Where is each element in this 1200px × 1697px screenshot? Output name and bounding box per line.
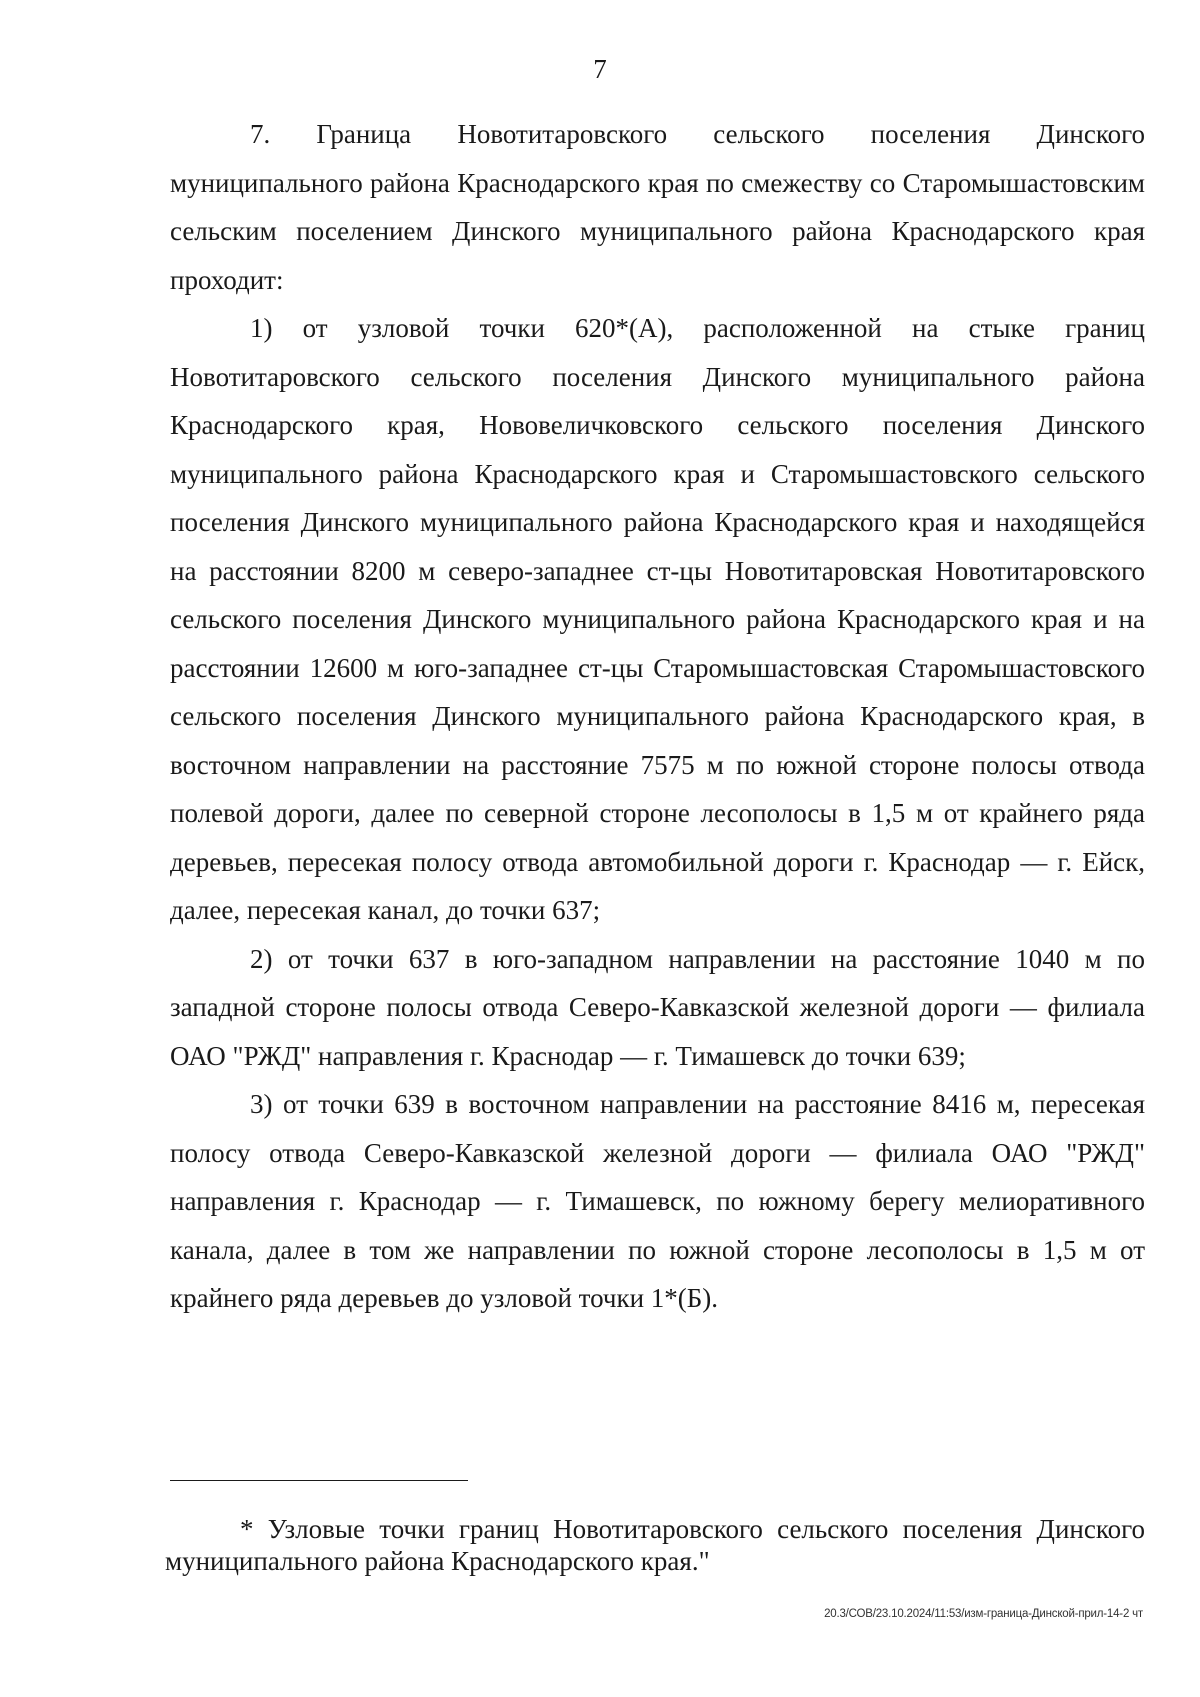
- footnote: * Узловые точки границ Новотитаровского сельского поселения Динского муниципального района Краснодарского края.": [165, 1514, 1145, 1576]
- paragraph-item-3: 3) от точки 639 в восточном направлении на расстояние 8416 м, пересекая полосу отвода Северо-Кавказской железной дороги — филиала ОАО "РЖД" направления г. Краснодар — г. Тимашевск, по южному берегу мелиоративного канала, далее в том же направлении по южной стороне лесополосы в 1,5 м от крайнего ряда деревьев до узловой точки 1*(Б).: [170, 1089, 1145, 1313]
- document-body: [170, 110, 1145, 1323]
- page-number: 7: [593, 54, 607, 84]
- paragraph-item-1: 1) от узловой точки 620*(А), расположенной на стыке границ Новотитаровского сельского поселения Динского муниципального района Краснодарского края, Нововеличковского сельского поселения Динского муниципального района Краснодарского края и Старомышастовского сельского поселения Динского муниципального района Краснодарского края и находящейся на расстоянии 8200 м северо-западнее ст-цы Новотитаровская Новотитаровского сельского поселения Динского муниципального района Краснодарского края и на расстоянии 12600 м юго-западнее ст-цы Старомышастовская Старомышастовского сельского поселения Динского муниципального района Краснодарского края, в восточном направлении на расстояние 7575 м по южной стороне полосы отвода полевой дороги, далее по северной стороне лесополосы в 1,5 м от крайнего ряда деревьев, пересекая полосу отвода автомобильной дороги г. Краснодар — г. Ейск, далее, пересекая канал, до точки 637;: [170, 313, 1145, 925]
- footnote-divider: [170, 1480, 468, 1481]
- document-stamp: 20.3/СОВ/23.10.2024/11:53/изм-граница-Динской-прил-14-2 чт: [824, 1608, 1143, 1620]
- paragraph-section-7: 7. Граница Новотитаровского сельского поселения Динского муниципального района Краснодарского края по смежеству со Старомышастовским сельским поселением Динского муниципального района Краснодарского края проходит:: [170, 119, 1145, 295]
- paragraph-item-2: 2) от точки 637 в юго-западном направлении на расстояние 1040 м по западной стороне полосы отвода Северо-Кавказской железной дороги — филиала ОАО "РЖД" направления г. Краснодар — г. Тимашевск до точки 639;: [170, 943, 1145, 1071]
